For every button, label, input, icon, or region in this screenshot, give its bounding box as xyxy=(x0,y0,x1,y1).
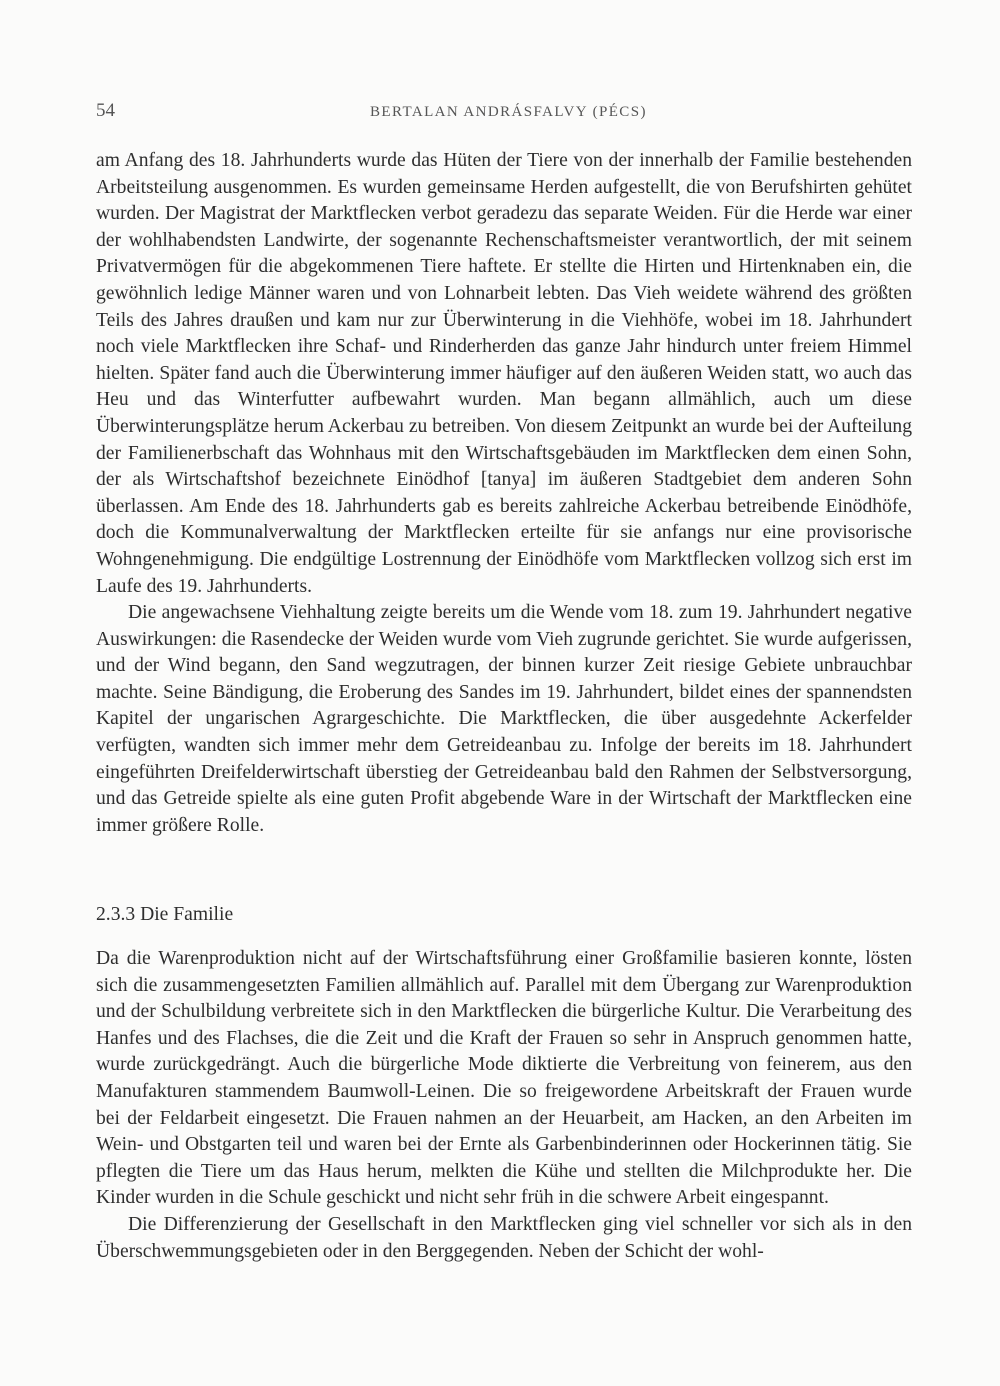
paragraph: am Anfang des 18. Jahrhunderts wurde das Hüten der Tiere von der innerhalb der Familie bestehenden Arbeitsteilung ausgenommen. Es wurden gemeinsame Herden aufgestellt, die von Berufshirten gehütet wurden. Der Magistrat der Marktflecken verbot geradezu das separate Weiden. Für die Herde war einer der wohlhabendsten Landwirte, der sogenannte Rechenschaftsmeister verantwortlich, der mit seinem Privatvermögen für die abgekommenen Tiere haftete. Er stellte die Hirten und Hirtenknaben ein, die gewöhnlich ledige Männer waren und von Lohnarbeit lebten. Das Vieh weidete während des größten Teils des Jahres draußen und kam nur zur Überwinterung in die Viehhöfe, wobei im 18. Jahrhundert noch viele Marktflecken ihre Schaf- und Rinderherden das ganze Jahr hindurch unter freiem Himmel hielten. Später fand auch die Überwinterung immer häufiger auf den äußeren Weiden statt, wo auch das Heu und das Winterfutter aufbewahrt wurden. Man begann allmählich, auch um diese Überwinterungsplätze herum Ackerbau zu betreiben. Von diesem Zeitpunkt an wurde bei der Aufteilung der Familienerbschaft das Wohnhaus mit den Wirtschaftsgebäuden im Marktflecken dem einen Sohn, der als Wirtschaftshof bezeichnete Einödhof [tanya] im äußeren Stadtgebiet dem anderen Sohn überlassen. Am Ende des 18. Jahrhunderts gab es bereits zahlreiche Ackerbau betreibende Einödhöfe, doch die Kommunalverwaltung der Marktflecken erteilte für sie anfangs nur eine provisorische Wohngenehmigung. Die endgültige Lostrennung der Einödhöfe vom Marktflecken vollzog sich erst im Laufe des 19. Jahrhunderts. xyxy=(96,150,912,597)
paragraph: Die Differenzierung der Gesellschaft in den Marktflecken ging viel schneller vor sich als in den Überschwemmungsgebieten oder in den Berggegenden. Neben der Schicht der wohl- xyxy=(96,1213,912,1262)
paragraph: Da die Warenproduktion nicht auf der Wirtschaftsführung einer Großfamilie basieren konnte, lösten sich die zusammengesetzten Familien allmählich auf. Parallel mit dem Übergang zur Warenproduktion und der Schulbildung verbreitete sich in den Marktflecken die bürgerliche Kultur. Die Verarbeitung des Hanfes und des Flachses, die die Zeit und die Kraft der Frauen so sehr in Anspruch genommen hatte, wurde zurückgedrängt. Auch die bürgerliche Mode diktierte die Verbreitung von feinerem, aus den Manufakturen stammendem Baumwoll-Leinen. Die so freigewordene Arbeitskraft der Frauen wurde bei der Feldarbeit eingesetzt. Die Frauen nahmen an der Heuarbeit, am Hacken, an den Arbeiten im Wein- und Obstgarten teil und waren bei der Ernte als Garbenbinderinnen oder Hockerinnen tätig. Sie pflegten die Tiere um das Haus herum, melkten die Kühe und stellten die Milchprodukte her. Die Kinder wurden in die Schule geschickt und nicht sehr früh in die schwere Arbeit eingespannt. xyxy=(96,948,912,1209)
page-number: 54 xyxy=(96,100,115,121)
section-body-1 xyxy=(96,148,912,839)
section-body-2 xyxy=(96,946,912,1265)
running-head: BERTALAN ANDRÁSFALVY (PÉCS) xyxy=(370,104,647,120)
paragraph: Die angewachsene Viehhaltung zeigte bereits um die Wende vom 18. zum 19. Jahrhundert negative Auswirkungen: die Rasendecke der Weiden wurde vom Vieh zugrunde gerichtet. Sie wurde aufgerissen, und der Wind begann, den Sand wegzutragen, der binnen kurzer Zeit riesige Gebiete unbrauchbar machte. Seine Bändigung, die Eroberung des Sandes im 19. Jahrhundert, bildet eines der spannendsten Kapitel der ungarischen Agrargeschichte. Die Marktflecken, die über ausgedehnte Ackerfelder verfügten, wandten sich immer mehr dem Getreideanbau zu. Infolge der bereits im 18. Jahrhundert eingeführten Dreifelderwirtschaft überstieg der Getreideanbau bald den Rahmen der Selbstversorgung, und das Getreide spielte als eine guten Profit abgebende Ware in der Wirtschaft der Marktflecken eine immer größere Rolle. xyxy=(96,602,912,836)
section-heading: 2.3.3 Die Familie xyxy=(96,904,234,925)
page-header xyxy=(96,100,912,128)
